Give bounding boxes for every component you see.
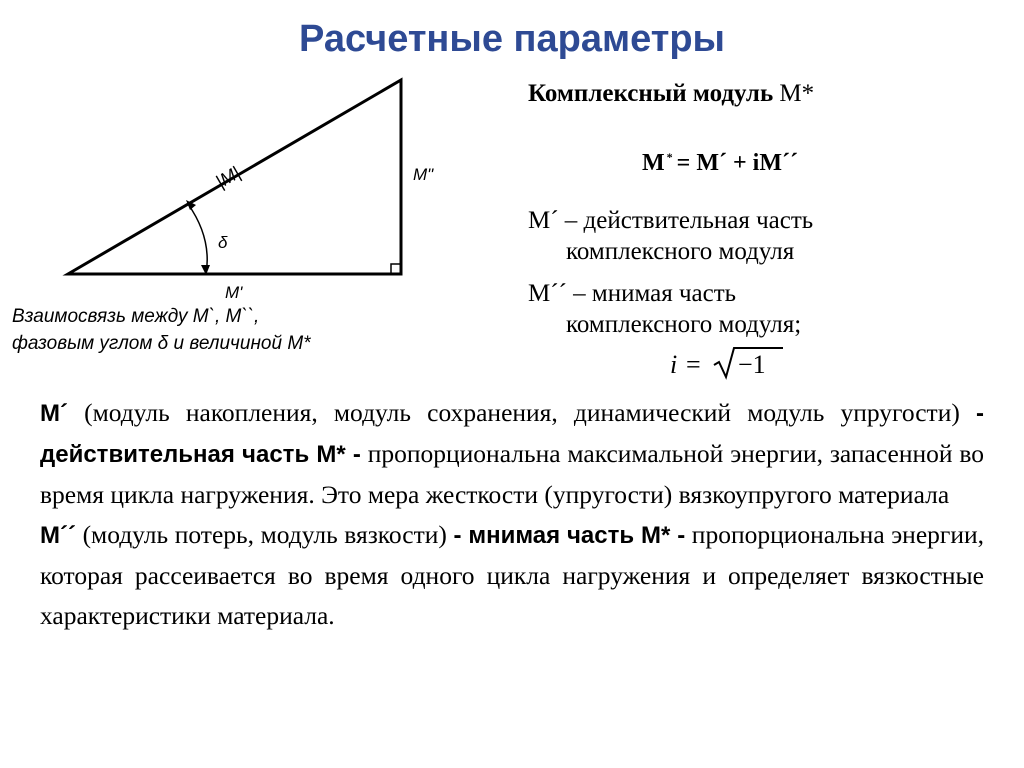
- complex-modulus-heading: [528, 80, 814, 108]
- loss-modulus-paragraph: [40, 515, 984, 636]
- real-part-line-1: М´ – действительная часть: [528, 207, 814, 234]
- storage-modulus-symbol: М´: [40, 400, 68, 427]
- vertical-leg-label: M": [413, 165, 434, 184]
- loss-modulus-symbol: М´´: [40, 522, 76, 549]
- angle-arc: [188, 204, 207, 274]
- loss-modulus-description: пропорциональна энергии, которая рассеивается во время одного цикла нагружения и определяет вязкостные характеристики материала.: [40, 520, 985, 630]
- slide-title: Расчетные параметры: [299, 18, 725, 60]
- formula-lhs: M: [642, 150, 665, 176]
- storage-modulus-description: пропорциональна максимальной энергии, запасенной во время цикла нагружения. Это мера жесткости (упругости) вязкоупругого материала: [40, 439, 984, 509]
- base-leg-label: M': [225, 283, 243, 302]
- storage-modulus-paragraph: [40, 393, 984, 515]
- imaginary-unit-formula: [668, 345, 788, 381]
- heading-bold-text: Комплексный модуль: [528, 80, 774, 107]
- heading-symbol: М*: [773, 80, 815, 107]
- sqrt-argument: −1: [738, 350, 766, 379]
- complex-modulus-formula: [642, 150, 798, 177]
- imaginary-part-line-2: комплексного модуля;: [566, 311, 802, 338]
- complex-modulus-triangle-diagram: [50, 70, 470, 310]
- caption-line-2: фазовым углом δ и величиной M*: [12, 333, 311, 354]
- real-part-definition: [528, 205, 813, 267]
- storage-modulus-role: - действительная часть М* -: [40, 400, 984, 468]
- imaginary-part-line-1: М´´ – мнимая часть: [528, 280, 737, 307]
- sqrt-lhs: i: [670, 350, 678, 379]
- body-text: [40, 393, 984, 636]
- storage-modulus-synonyms: (модуль накопления, модуль сохранения, динамический модуль упругости): [67, 398, 976, 427]
- loss-modulus-synonyms: (модуль потерь, модуль вязкости): [75, 520, 454, 549]
- caption-line-1: Взаимосвязь между M`, M``,: [12, 306, 260, 327]
- formula-rhs: = M´ + iM´´: [676, 150, 798, 176]
- angle-delta-label: δ: [218, 233, 228, 252]
- formula-star: *: [666, 150, 673, 164]
- sqrt-equals: =: [686, 350, 701, 379]
- real-part-line-2: комплексного модуля: [566, 238, 795, 265]
- hypotenuse-label: |M|: [212, 162, 244, 193]
- loss-modulus-role: - мнимая часть М* -: [453, 522, 686, 549]
- diagram-caption: [12, 303, 442, 357]
- imaginary-part-definition: [528, 278, 801, 340]
